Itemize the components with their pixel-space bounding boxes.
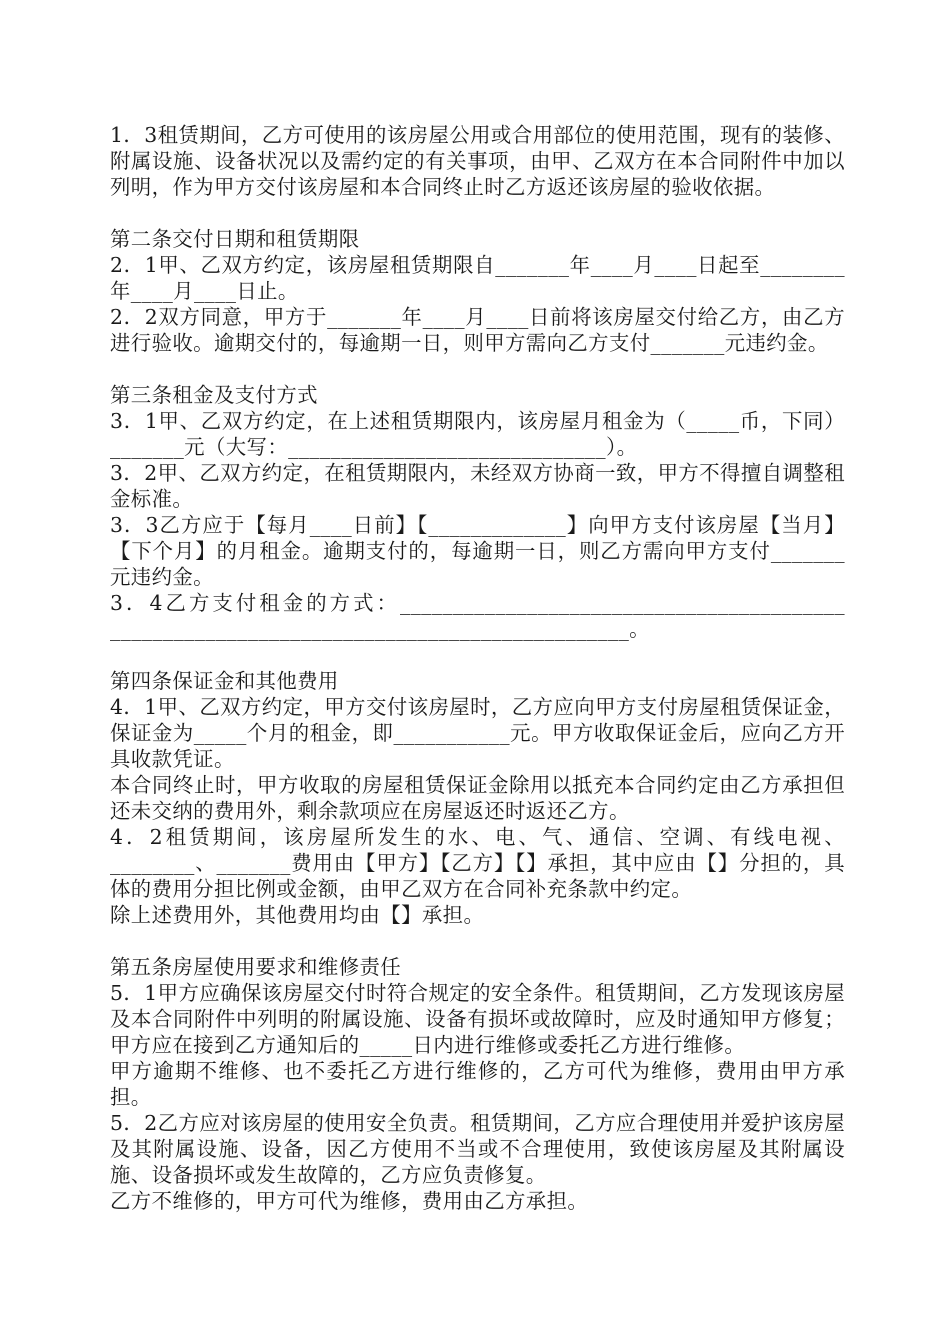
paragraph-gap <box>110 642 845 668</box>
clause-4-2: 4．2租赁期间，该房屋所发生的水、电、气、通信、空调、有线电视、________、_______费用由【甲方】【乙方】【】承担，其中应由【】分担的，具体的费用分担比例或金额，由甲乙双方在合同补充条款中约定。 <box>110 825 845 901</box>
document-page <box>110 122 852 1214</box>
clause-5-1-continued: 甲方逾期不维修、也不委托乙方进行维修的，乙方可代为维修，费用由甲方承担。 <box>110 1059 845 1109</box>
clause-4-2-continued: 除上述费用外，其他费用均由【】承担。 <box>110 903 485 927</box>
section-heading-4: 第四条保证金和其他费用 <box>110 669 339 693</box>
clause-5-2: 5．2乙方应对该房屋的使用安全负责。租赁期间，乙方应合理使用并爱护该房屋及其附属设施、设备，因乙方使用不当或不合理使用，致使该房屋及其附属设施、设备损坏或发生故障的，乙方应负责修复。 <box>110 1111 845 1187</box>
section-heading-3: 第三条租金及支付方式 <box>110 383 318 407</box>
paragraph-gap <box>110 356 845 382</box>
clause-2-2: 2．2双方同意，甲方于_______年____月____日前将该房屋交付给乙方，由乙方进行验收。逾期交付的，每逾期一日，则甲方需向乙方支付_______元违约金。 <box>110 305 845 355</box>
clause-3-1: 3．1甲、乙双方约定，在上述租赁期限内，该房屋月租金为（_____币，下同）_______元（大写：______________________________）。 <box>110 409 845 459</box>
clause-1-3: 1．3租赁期间，乙方可使用的该房屋公用或合用部位的使用范围，现有的装修、附属设施、设备状况以及需约定的有关事项，由甲、乙双方在本合同附件中加以列明，作为甲方交付该房屋和本合同终止时乙方返还该房屋的验收依据。 <box>110 123 845 199</box>
section-heading-2: 第二条交付日期和租赁期限 <box>110 227 360 251</box>
paragraph-gap <box>110 200 845 226</box>
clause-3-3: 3．3乙方应于【每月____日前】【_____________】向甲方支付该房屋【当月】【下个月】的月租金。逾期支付的，每逾期一日，则乙方需向甲方支付_______元违约金。 <box>110 513 845 589</box>
clause-3-4: 3．4乙方支付租金的方式：__________________________________________ _________________________________________________。 <box>110 591 852 641</box>
clause-5-1: 5．1甲方应确保该房屋交付时符合规定的安全条件。租赁期间，乙方发现该房屋及本合同附件中列明的附属设施、设备有损坏或故障时，应及时通知甲方修复；甲方应在接到乙方通知后的_____日内进行维修或委托乙方进行维修。 <box>110 981 845 1057</box>
clause-2-1: 2．1甲、乙双方约定，该房屋租赁期限自_______年____月____日起至________年____月____日止。 <box>110 253 845 303</box>
clause-4-1: 4．1甲、乙双方约定，甲方交付该房屋时，乙方应向甲方支付房屋租赁保证金，保证金为_____个月的租金，即___________元。甲方收取保证金后，应向乙方开具收款凭证。 <box>110 695 845 771</box>
clause-4-1-continued: 本合同终止时，甲方收取的房屋租赁保证金除用以抵充本合同约定由乙方承担但还未交纳的费用外，剩余款项应在房屋返还时返还乙方。 <box>110 773 845 823</box>
clause-5-2-continued: 乙方不维修的，甲方可代为维修，费用由乙方承担。 <box>110 1189 589 1213</box>
clause-3-2: 3．2甲、乙双方约定，在租赁期限内，未经双方协商一致，甲方不得擅自调整租金标准。 <box>110 461 845 511</box>
paragraph-gap <box>110 928 845 954</box>
section-heading-5: 第五条房屋使用要求和维修责任 <box>110 955 402 979</box>
